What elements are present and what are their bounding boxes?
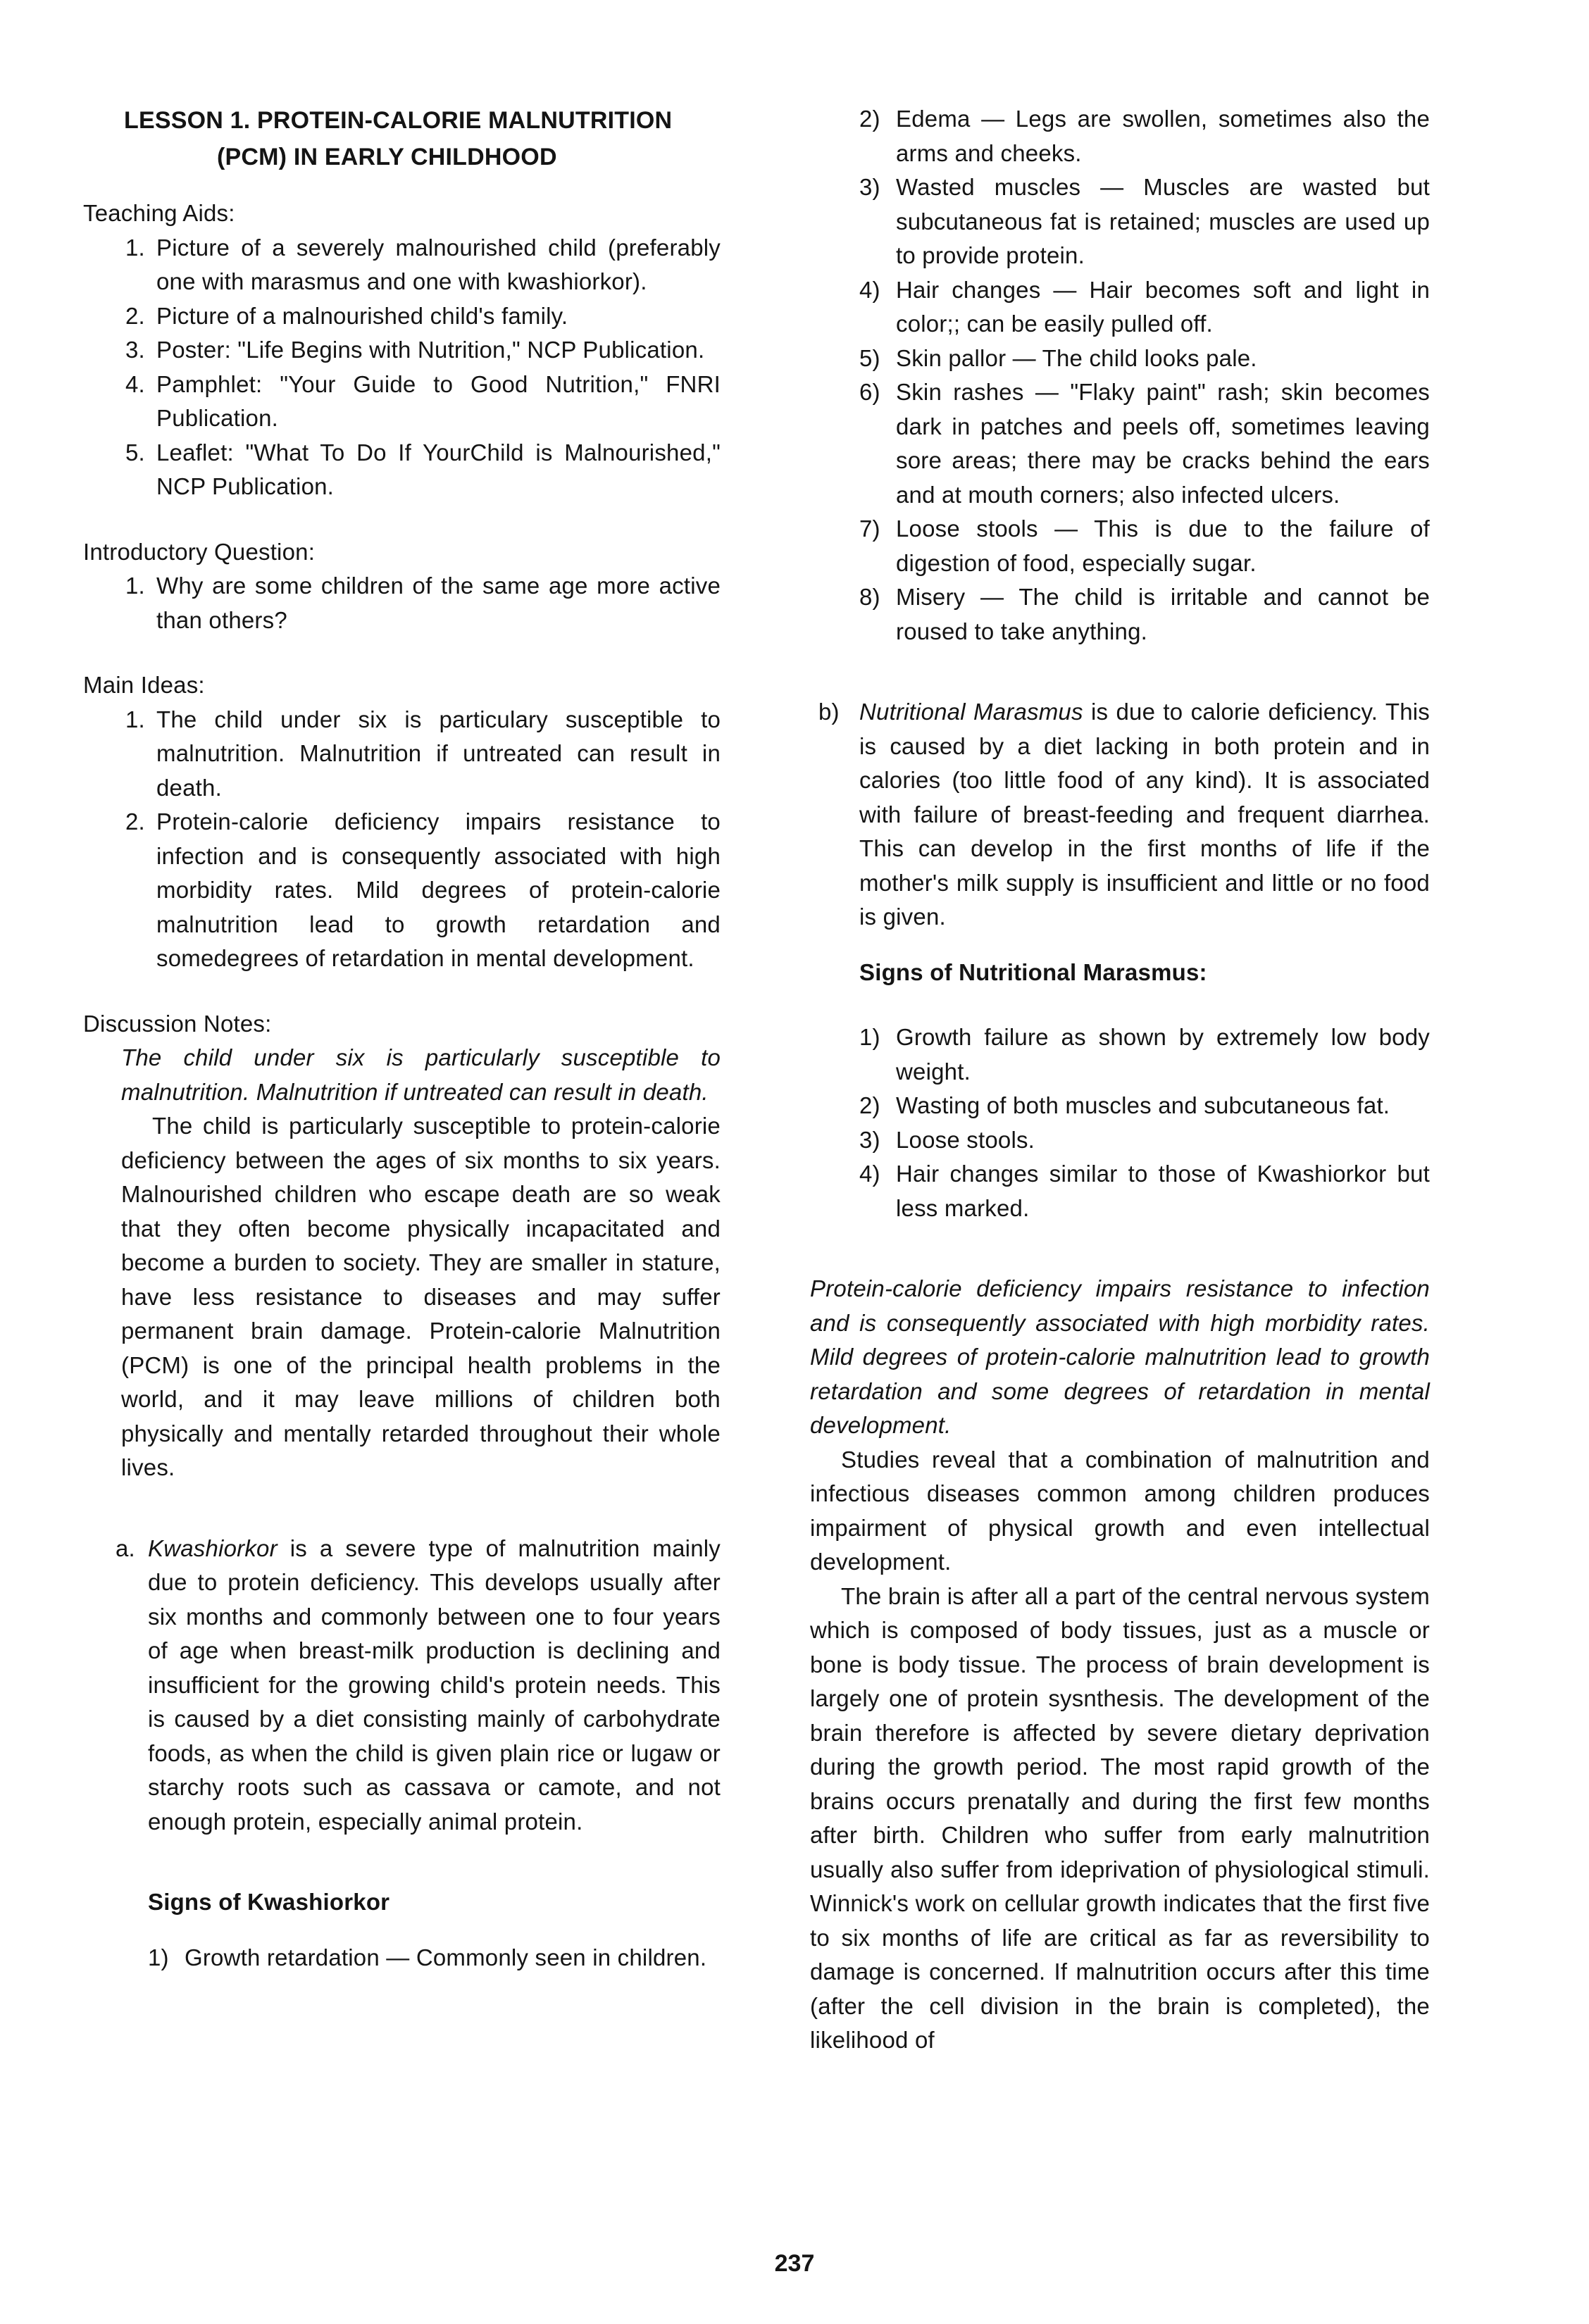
item-text: Protein-calorie deficiency impairs resistance to infection and is consequently associated with high morbidity rates. Mild degrees of protein-calorie malnutrition lead to growth retardation and somedegrees of retardation in mental development. [156,808,721,971]
main-ideas-heading: Main Ideas: [83,672,205,698]
item-number: 5) [859,344,880,371]
kwashiorkor-sign-item [859,375,1430,512]
item-text: Growth retardation — Commonly seen in children. [185,1944,707,1970]
kwashiorkor-text: is a severe type of malnutrition mainly due to protein deficiency. This develops usually after six months and commonly between one to four years of age when breast-milk production is declining and insufficient for the growing child's protein needs. This is caused by a diet consisting mainly of carbohydrate foods, as when the child is given plain rice or lugaw or starchy roots such as cassava or camote, and not enough protein, especially animal protein. [148,1535,721,1835]
introductory-question-item [83,569,721,637]
item-text: Hair changes similar to those of Kwashiorkor but less marked. [896,1161,1430,1221]
item-number: 4. [125,370,145,397]
left-column [83,102,721,1975]
kwashiorkor-sign-item [859,170,1430,273]
item-text: Pamphlet: "Your Guide to Good Nutrition," FNRI Publication. [156,370,721,431]
item-text: Wasting of both muscles and subcutaneous fat. [896,1092,1390,1118]
item-number: 1. [125,706,145,732]
lesson-title [83,102,721,175]
kwashiorkor-sign-item [859,512,1430,580]
kwashiorkor-signs-heading: Signs of Kwashiorkor [148,1889,390,1915]
item-number: 6) [859,379,880,405]
item-number: 5. [125,439,145,466]
kwashiorkor-sign-item [859,273,1430,342]
item-text: Loose stools — This is due to the failure of digestion of food, especially sugar. [896,516,1430,576]
main-idea-item [83,703,721,806]
marasmus-sign-item [859,1089,1430,1123]
teaching-aid-item [83,436,721,504]
kwashiorkor-sign-item [148,1941,721,1975]
right-column [810,102,1430,2058]
paragraph-label: a. [116,1535,135,1561]
discussion-paragraph: The child is particularly susceptible to protein-calorie deficiency between the ages of six months to six years. Malnourished children who escape death are so weak that they often become physically incapacitated and become a burden to society. They are smaller in stature, have less resistance to diseases and may suffer permanent brain damage. Protein-calorie Malnutrition (PCM) is one of the principal health problems in the world, and it may leave millions of children both physically and mentally retarded throughout their whole lives. [121,1113,721,1480]
main-idea-item [83,805,721,976]
teaching-aid-item [83,368,721,436]
page-number: 237 [774,2250,815,2277]
item-text: Why are some children of the same age more active than others? [156,573,721,633]
item-text: Picture of a severely malnourished child (preferably one with marasmus and one with kwashiorkor). [156,234,721,294]
kwashiorkor-sign-item [859,580,1430,649]
discussion-notes-heading: Discussion Notes: [83,1010,272,1037]
item-number: 2) [859,106,880,132]
item-text: Loose stools. [896,1126,1035,1153]
introductory-question-heading: Introductory Question: [83,538,316,565]
kwashiorkor-sign-item [859,342,1430,376]
item-number: 8) [859,584,880,610]
item-number: 3) [859,1126,880,1153]
resistance-paragraph-1: Studies reveal that a combination of malnutrition and infectious diseases common among children produces impairment of physical growth and even intellectual development. [810,1446,1430,1575]
marasmus-sign-item [859,1157,1430,1225]
marasmus-text: is due to calorie deficiency. This is caused by a diet lacking in both protein and in calories (too little food of any kind). It is associated with failure of breast-feeding and frequent diarrhea. This can develop in the first months of life if the mother's milk supply is insufficient and little or no food is given. [859,699,1431,930]
item-number: 3. [125,337,145,363]
kwashiorkor-paragraph [83,1532,721,1839]
teaching-aid-item [83,299,721,334]
item-text: The child under six is particulary susceptible to malnutrition. Malnutrition if untreated can result in death. [156,706,721,801]
item-text: Skin rashes — "Flaky paint" rash; skin becomes dark in patches and peels off, sometimes leaving sore areas; there may be cracks behind the ears and at mouth corners; also infected ulcers. [896,379,1430,508]
paragraph-label: b) [818,699,840,725]
item-number: 1) [859,1024,880,1050]
item-text: Poster: "Life Begins with Nutrition," NCP Publication. [156,337,705,363]
kwashiorkor-signs-continued [810,102,1430,649]
marasmus-sign-item [859,1020,1430,1089]
item-text: Misery — The child is irritable and cannot be roused to take anything. [896,584,1430,644]
item-number: 4) [859,1161,880,1187]
teaching-aid-item [83,231,721,299]
marasmus-signs-heading: Signs of Nutritional Marasmus: [859,958,1207,985]
resistance-subhead: Protein-calorie deficiency impairs resistance to infection and is consequently associated with high morbidity rates. Mild degrees of protein-calorie malnutrition lead to growth retardation and some degrees of retardation in mental development. [810,1275,1430,1438]
teaching-aids-list [83,231,721,504]
item-number: 4) [859,276,880,303]
item-text: Wasted muscles — Muscles are wasted but subcutaneous fat is retained; muscles are used up to provide protein. [896,174,1430,268]
lesson-title-line2: (PCM) IN EARLY CHILDHOOD [217,144,557,170]
item-number: 1. [125,573,145,599]
item-number: 3) [859,174,880,200]
item-number: 2. [125,302,145,329]
item-number: 2. [125,808,145,835]
item-text: Hair changes — Hair becomes soft and light in color;; can be easily pulled off. [896,276,1430,337]
discussion-subhead: The child under six is particularly susceptible to malnutrition. Malnutrition if untreated can result in death. [121,1044,721,1105]
kwashiorkor-sign-item [859,102,1430,170]
item-text: Leaflet: "What To Do If YourChild is Malnourished," NCP Publication. [156,439,721,499]
item-text: Edema — Legs are swollen, sometimes also the arms and cheeks. [896,106,1430,166]
kwashiorkor-term: Kwashiorkor [148,1535,278,1561]
teaching-aid-item [83,333,721,368]
marasmus-paragraph [810,695,1430,935]
teaching-aids-heading: Teaching Aids: [83,200,235,226]
item-number: 2) [859,1092,880,1118]
resistance-paragraph-2: The brain is after all a part of the central nervous system which is composed of body tissues, just as a muscle or bone is body tissue. The process of brain development is largely one of protein sysnthesis. The development of the brain therefore is affected by severe dietary deprivation during the growth period. The most rapid growth of the brains occurs prenatally and during the first few months after birth. Children who suffer from early malnutrition usually also suffer from ideprivation of physiological stimuli. Winnick's work on cellular growth indicates that the first five to six months of life are critical as far as reversibility to damage is concerned. If malnutrition occurs after this time (after the cell division in the brain is completed), the likelihood of [810,1582,1430,2053]
lesson-title-line1: LESSON 1. PROTEIN-CALORIE MALNUTRITION [124,107,673,134]
item-number: 7) [859,516,880,542]
item-number: 1) [148,1944,169,1970]
marasmus-sign-item [859,1123,1430,1158]
item-text: Picture of a malnourished child's family. [156,302,568,329]
item-text: Growth failure as shown by extremely low body weight. [896,1024,1430,1085]
item-number: 1. [125,234,145,261]
marasmus-term: Nutritional Marasmus [859,699,1083,725]
item-text: Skin pallor — The child looks pale. [896,344,1257,371]
